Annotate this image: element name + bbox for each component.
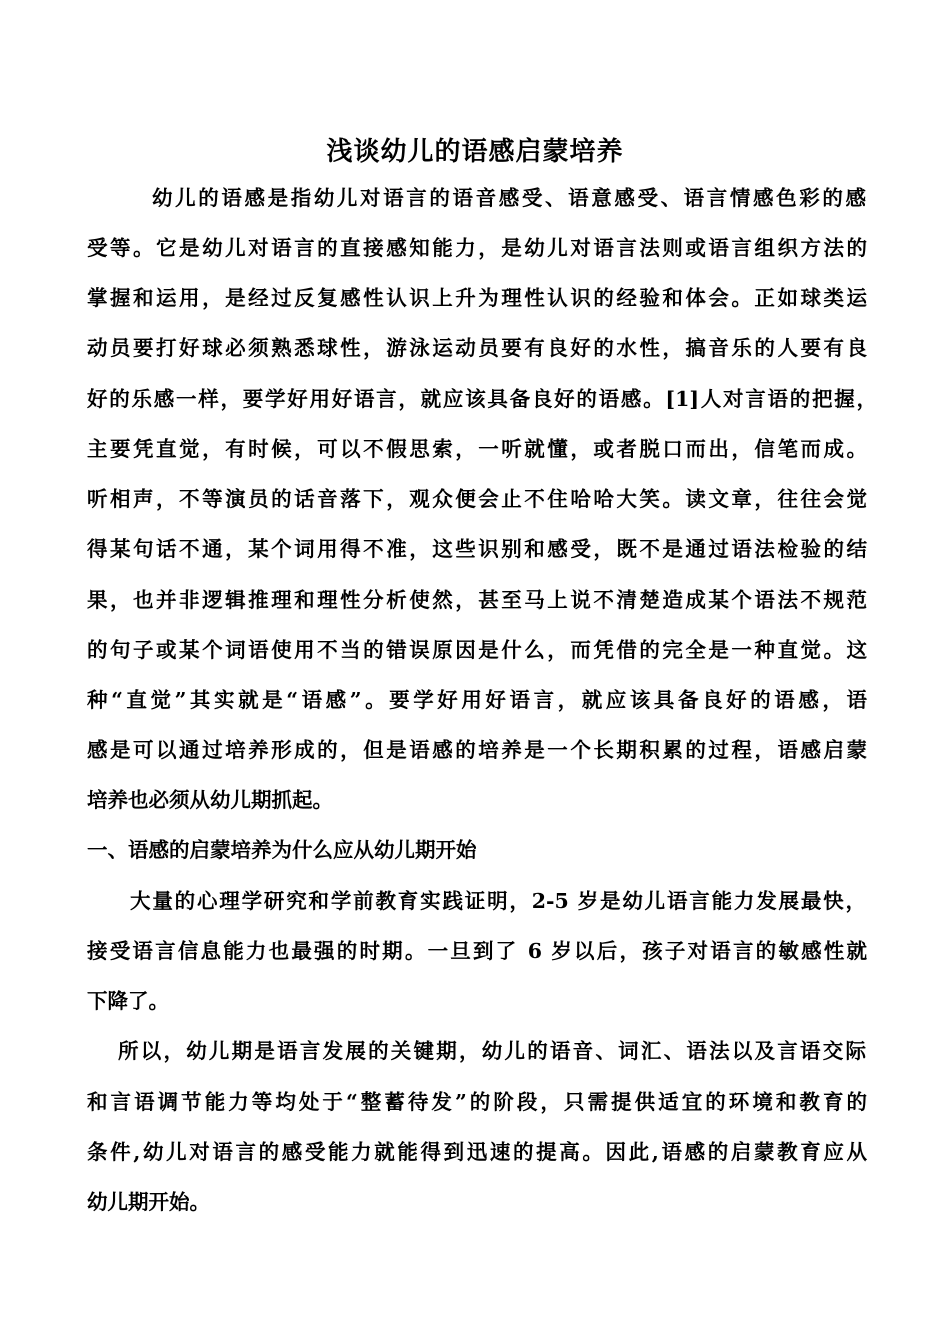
paragraph-2-line-3: 下降了。 xyxy=(87,989,169,1013)
paragraph-2-line-1: 大量的心理学研究和学前教育实践证明，2-5 岁是幼儿语言能力发展最快， xyxy=(130,889,866,913)
paragraph-1-line-10: 的句子或某个词语使用不当的错误原因是什么，而凭借的完全是一种直觉。这 xyxy=(87,638,867,662)
section-1-heading: 一、语感的启蒙培养为什么应从幼儿期开始 xyxy=(87,838,477,862)
paragraph-2-line-2: 接受语言信息能力也最强的时期。一旦到了 6 岁以后，孩子对语言的敏感性就 xyxy=(87,939,867,963)
paragraph-1-line-3: 掌握和运用，是经过反复感性认识上升为理性认识的经验和体会。正如球类运 xyxy=(87,286,867,310)
paragraph-3-line-3: 条件,幼儿对语言的感受能力就能得到迅速的提高。因此,语感的启蒙教育应从 xyxy=(87,1140,867,1164)
paragraph-1-line-1: 幼儿的语感是指幼儿对语言的语音感受、语意感受、语言情感色彩的感 xyxy=(152,186,866,210)
paragraph-3-line-2: 和言语调节能力等均处于“整蓄待发”的阶段，只需提供适宜的环境和教育的 xyxy=(87,1090,867,1114)
paragraph-1-line-8: 得某句话不通，某个词用得不准，这些识别和感受，既不是通过语法检验的结 xyxy=(87,537,867,561)
paragraph-1-line-7: 听相声，不等演员的话音落下，观众便会止不住哈哈大笑。读文章，往往会觉 xyxy=(87,487,867,511)
document-title: 浅谈幼儿的语感启蒙培养 xyxy=(326,137,624,167)
paragraph-1-line-9: 果，也并非逻辑推理和理性分析使然，甚至马上说不清楚造成某个语法不规范 xyxy=(87,588,867,612)
paragraph-1-line-5: 好的乐感一样，要学好用好语言，就应该具备良好的语感。[1]人对言语的把握， xyxy=(87,387,877,411)
paragraph-1-line-4: 动员要打好球必须熟悉球性，游泳运动员要有良好的水性，搞音乐的人要有良 xyxy=(87,336,867,360)
paragraph-1-line-11: 种“直觉”其实就是“语感”。要学好用好语言，就应该具备良好的语感，语 xyxy=(87,688,867,712)
paragraph-1-line-13: 培养也必须从幼儿期抓起。 xyxy=(87,788,333,812)
paragraph-1-line-12: 感是可以通过培养形成的，但是语感的培养是一个长期积累的过程，语感启蒙 xyxy=(87,738,867,762)
paragraph-1-line-6: 主要凭直觉，有时候，可以不假思索，一听就懂，或者脱口而出，信笔而成。 xyxy=(87,437,867,461)
paragraph-3-line-4: 幼儿期开始。 xyxy=(87,1190,210,1214)
paragraph-3-line-1: 所以，幼儿期是语言发展的关键期，幼儿的语音、词汇、语法以及言语交际 xyxy=(118,1039,866,1063)
paragraph-1-line-2: 受等。它是幼儿对语言的直接感知能力，是幼儿对语言法则或语言组织方法的 xyxy=(87,236,867,260)
